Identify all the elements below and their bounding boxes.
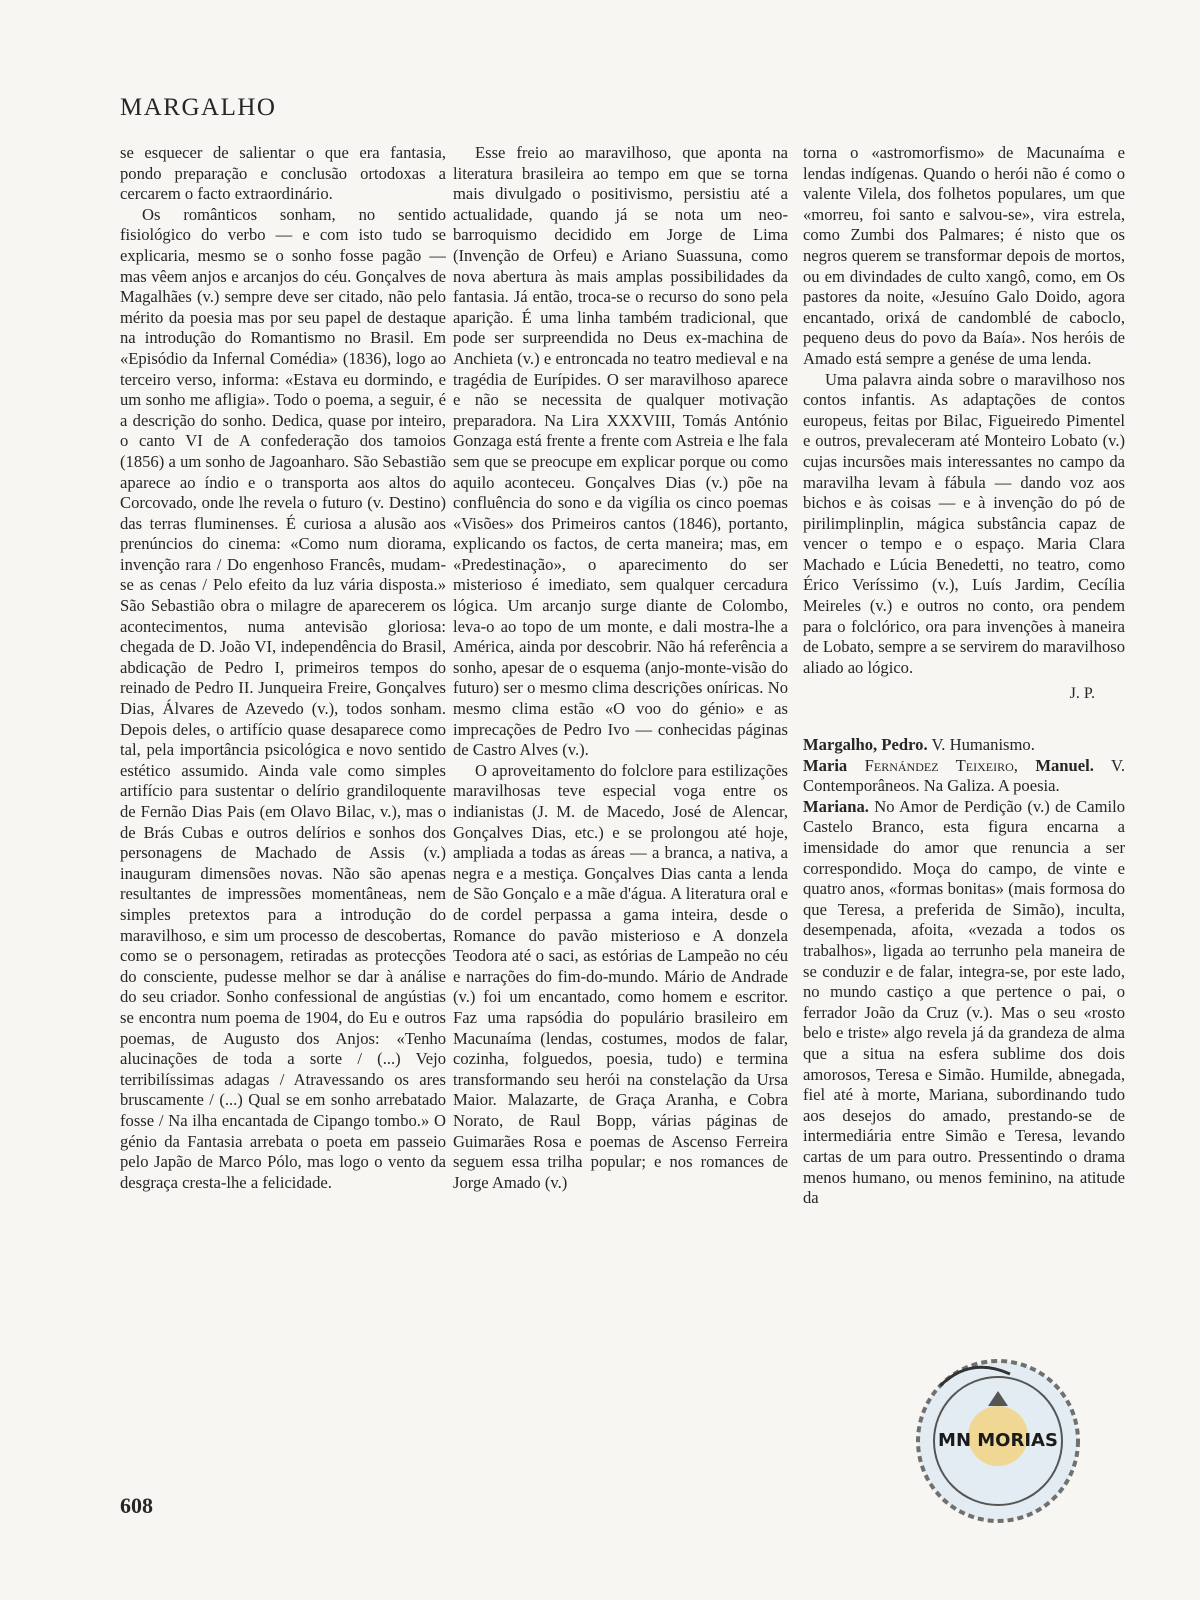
owl-stamp-icon [880,1346,1116,1536]
entry-headword: Mariana. [803,796,869,816]
paragraph: se esquecer de salientar o que era fantasia, pondo preparação e conclusão ortodoxas a cercarem o facto extraordinário. [120,143,446,204]
entry-text: No Amor de Perdição (v.) de Camilo Castelo Branco, esta figura encarna a imensidade do amor que renuncia a ser correspondido. Moça do campo, de vinte e quatro anos, «formas bonitas» (mais formosa do que Teresa, a preferida de Simão), inculta, desempenada, afoita, «vezada a todos os trabalhos», ligada ao terrunho pela maneira de se conduzir e de falar, integra-se, por este lado, no mundo castiço a que pertence o pai, o ferrador João da Cruz (v.). Mas o seu «rosto belo e triste» algo revela já da grandeza de alma que a situa na esfera sublime dos dois amorosos, Teresa e Simão. Humilde, abnegada, fiel até à morte, Mariana, subordinando tudo aos desejos do amado, prestando-se de intermediária entre Simão e Teresa, levando cartas de um para outro. Pressentindo o drama menos humano, ou menos feminino, na atitude da [803,796,1125,1208]
entry-headword-cont: Manuel. [1035,755,1094,775]
paragraph: Esse freio ao maravilhoso, que aponta na literatura brasileira ao tempo em que se torna mais divulgado o positivismo, persistiu até a actualidade, quando já se nota um neo-barroquismo decidido em Jorge de Lima (Invenção de Orfeu) e Ariano Suassuna, como nova abertura às mais amplas possibilidades da fantasia. Já então, troca-se o recurso do sono pela aparição. É uma linha também tradicional, que pode ser surpreendida no Deus ex-machina de Anchieta (v.) e entroncada no teatro medieval e na tragédia de Eurípides. O ser maravilhoso aparece e não se necessita de qualquer motivação preparadora. Na Lira XXXVIII, Tomás António Gonzaga está frente a frente com Astreia e lhe fala sem que se preocupe em explicar porque ou como aquilo aconteceu. Gonçalves Dias (v.) põe na confluência do sono e da vigília os cinco poemas «Visões» dos Primeiros cantos (1846), portanto, explicando os factos, de certa maneira; mas, em «Predestinação», o aparecimento do ser misterioso é imediato, sem qualquer cercadura lógica. Um arcanjo surge diante de Colombo, leva-o ao topo de um monte, e dali mostra-lhe a América, ainda por descobrir. Não há referência a sonho, apesar de o esquema (anjo-monte-visão do futuro) ser o mesmo clima descrições oníricas. No mesmo clima estão «O voo do génio» e as imprecações de Pedro Ivo — conhecidas páginas de Castro Alves (v.). [453,143,788,760]
paragraph: O aproveitamento do folclore para estilizações maravilhosas teve especial voga entre os indianistas (J. M. de Macedo, José de Alencar, Gonçalves Dias, etc.) e se prolongou até hoje, ampliada a todas as áreas — a branca, a nativa, a negra e a mestiça. Gonçalves Dias canta a lenda de São Gonçalo e a mãe d'água. A literatura oral e de cordel perpassa a gama inteira, desde o Romance do pavão misterioso e A donzela Teodora até o saci, as estórias de Lampeão no céu e narrações do fim-do-mundo. Mário de Andrade (v.) foi um encantado, como homem e escritor. Faz uma rapsódia do populário brasileiro em Macunaíma (lendas, costumes, modos de falar, cozinha, folguedos, poesia, tudo) e termina transformando seu herói na constelação da Ursa Maior. Malazarte, de Graça Aranha, e Cobra Norato, de Raul Bopp, várias páginas de Guimarães Rosa e poemas de Ascenso Ferreira seguem essa trilha popular; e nos romances de Jorge Amado (v.) [453,760,788,1192]
entry-headword: Maria [803,755,848,775]
author-signature: J. P. [1069,685,1095,703]
paragraph: torna o «astromorfismo» de Macunaíma e lendas indígenas. Quando o herói não é como o valente Vilela, dos folhetos populares, um que «morreu, foi santo e salvou-se», vira estrela, como Zumbi dos Palmares; é nisto que os negros querem se transformar depois de mortos, ou em divindades de culto xangô, como, em Os pastores da noite, «Jesuíno Galo Doido, agora encantado, orixá de candomblé de caboclo, pequeno deus do povo da Baía». Nos heróis de Amado está sempre a genése de uma lenda. [803,143,1125,368]
entry-headword-smallcaps: Fernández Teixeiro, [864,755,1018,775]
dictionary-entry-maria [803,756,1125,797]
entry-text: V. Humanismo. [931,735,1035,755]
paragraph: Uma palavra ainda sobre o maravilhoso nos contos infantis. As adaptações de contos europeus, feitas por Bilac, Figueiredo Pimentel e outros, prevaleceram até Monteiro Lobato (v.) cujas incursões mais interessantes no campo da maravilha levam à fábula — dando voz aos bichos e às coisas — e à invenção do pó de pirilimplinplin, mágica substância capaz de vencer o tempo e o espaço. Maria Clara Machado e Lúcia Benedetti, no teatro, como Érico Veríssimo (v.), Luís Jardim, Cecília Meireles (v.) e outros no conto, ora pendem para o folclórico, ora para invenções à maneira de Lobato, sempre a se servirem do maravilhoso aliado ao lógico. [803,369,1125,677]
dictionary-entry-mariana [803,797,1125,1209]
column-2 [453,143,788,1463]
page-number: 608 [120,1493,153,1518]
dictionary-entry-margalho [803,735,1125,756]
paragraph: Os românticos sonham, no sentido fisiológico do verbo — e com isto tudo se explicaria, mesmo se o sonho fosse pagão — mas vêem anjos e arcanjos do céu. Gonçalves de Magalhães (v.) sempre deve ser citado, não pelo mérito da poesia mas por seu papel de destaque na introdução do Romantismo no Brasil. Em «Episódio da Infernal Comédia» (1836), logo ao terceiro verso, informa: «Estava eu dormindo, e um sonho me afligia». Todo o poema, a seguir, é a descrição do sonho. Dedica, quase por inteiro, o canto VI de A confederação dos tamoios (1856) a um sonho de Jagoanharo. São Sebastião aparece ao índio e o transporta aos altos do Corcovado, onde lhe revela o futuro (v. Destino) das terras fluminenses. É curiosa a alusão aos prenúncios do cinema: «Como num diorama, invenção rara / Do engenhoso Francês, mudam-se as cenas / Pelo efeito da luz vária disposta.» São Sebastião obra o milagre de aparecerem os acontecimentos, numa antevisão gloriosa: chegada de D. João VI, independência do Brasil, abdicação de Pedro I, primeiros tempos do reinado de Pedro II. Junqueira Freire, Gonçalves Dias, Álvares de Azevedo (v.), todos sonham. Depois deles, o artifício quase desaparece como tal, pela importância psicológica e novo sentido estético assumido. Ainda vale como simples artifício para sustentar o delírio grandiloquente de Fernão Dias Pais (em Olavo Bilac, v.), mas o de Brás Cubas e outros delírios e sonhos dos personagens de Machado de Assis (v.) inauguram dimensões novas. Não são apenas resultantes de impressões momentâneas, nem simples pretextos para a introdução do maravilhoso, e sim um processo de descobertas, como se o personagem, retiradas as protecções do consciente, pudesse melhor se dar à análise do seu criador. Sonho confessional de angústias se encontra num poema de 1904, do Eu e outros poemas, de Augusto dos Anjos: «Tenho alucinações de toda a sorte / (...) Vejo terribilíssimas adagas / Atravessando os ares bruscamente / (...) Qual se em sonho arrebatado fosse / Na ilha encantada de Cipango tombo.» O génio da Fantasia arrebata o poeta em passeio pelo Japão de Marco Pólo, mas logo o vento da desgraça cresta-lhe a felicidade. [120,204,446,1192]
stamp-text: MN MORIAS [938,1430,1058,1451]
page-title: MARGALHO [120,94,277,121]
column-1 [120,143,446,1463]
entry-text: V. Contemporâneos. Na Galiza. A poesia. [803,755,1125,796]
entry-headword: Margalho, Pedro. [803,735,928,755]
